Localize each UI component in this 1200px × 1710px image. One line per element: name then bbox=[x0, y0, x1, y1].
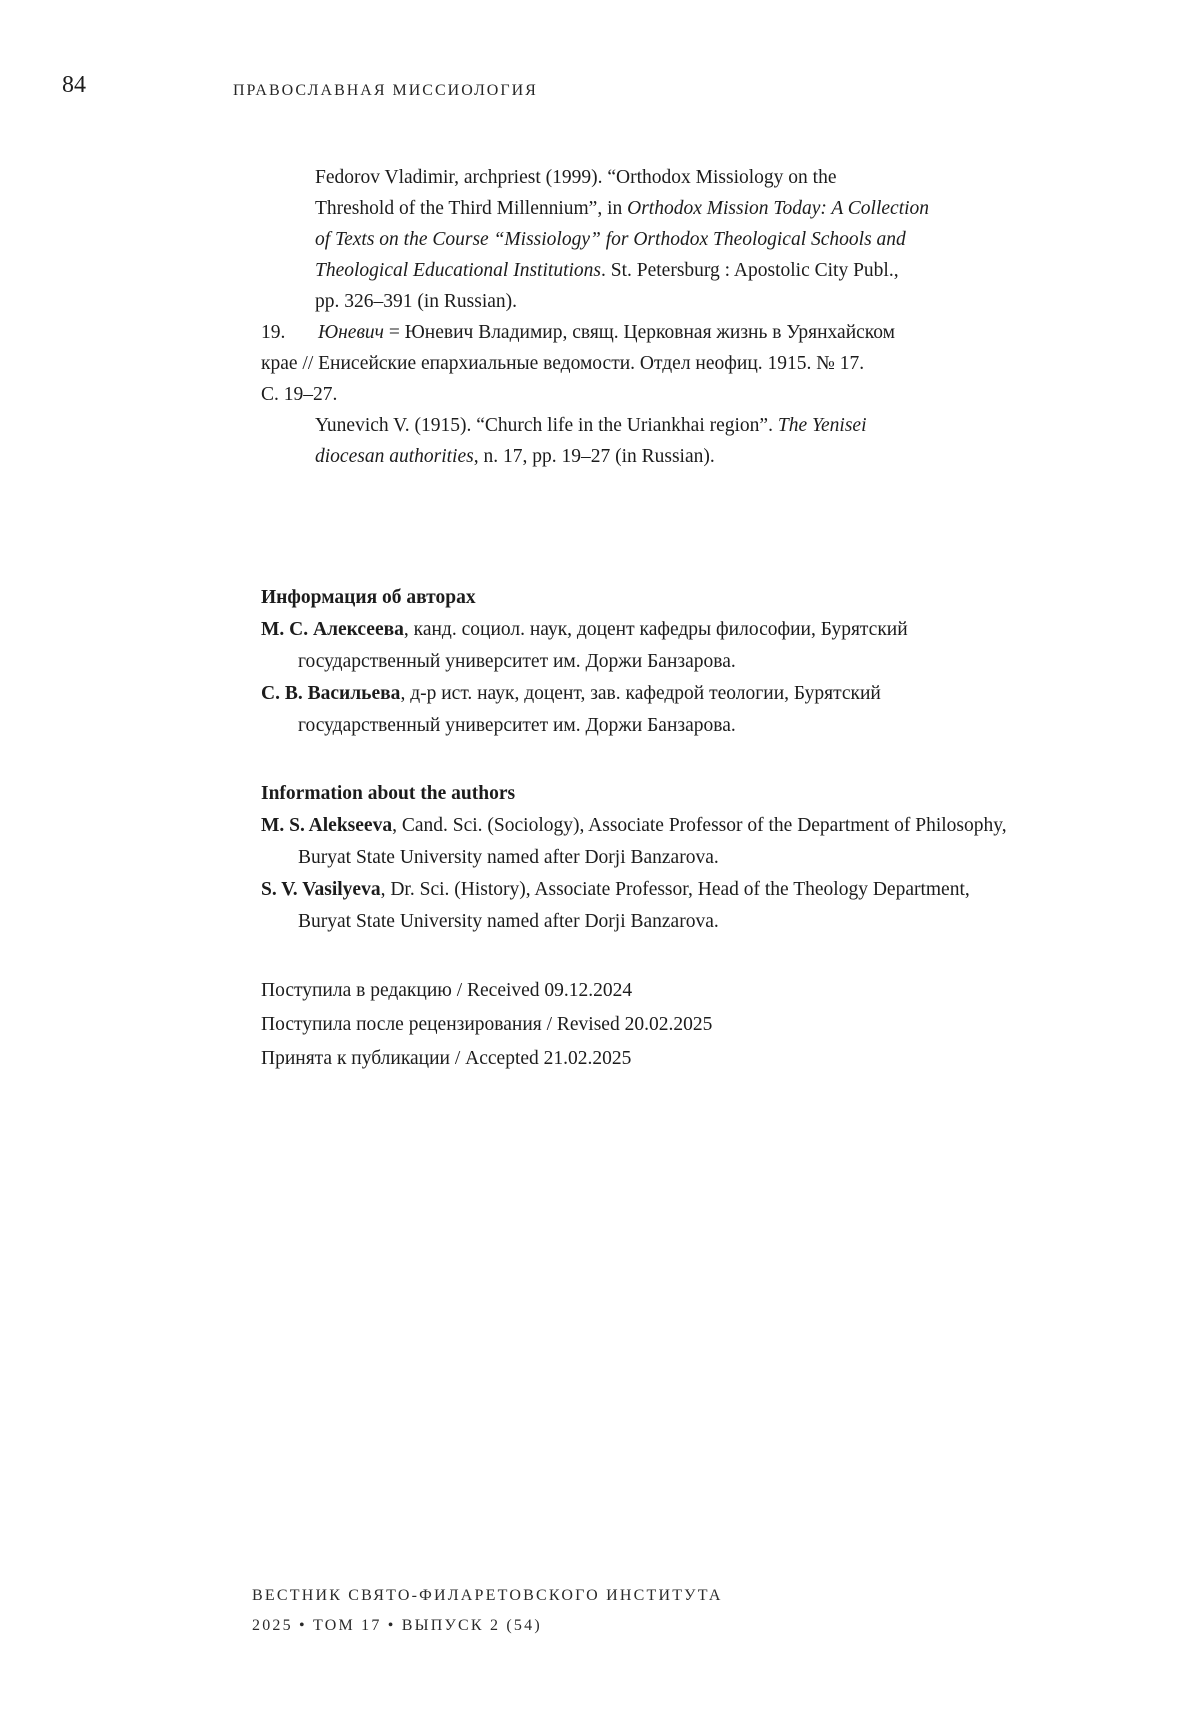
text-segment: , n. 17, pp. 19–27 (in Russian). bbox=[473, 446, 715, 467]
author-name: M. S. Alekseeva bbox=[261, 815, 393, 836]
text-segment: of Texts on the Course “Missiology” for Orthodox Theological Schools and bbox=[315, 229, 906, 250]
reference-item-line bbox=[261, 348, 1021, 379]
running-head-title: ПРАВОСЛАВНАЯ МИССИОЛОГИЯ bbox=[233, 82, 538, 99]
author-credentials: , Cand. Sci. (Sociology), Associate Professor of the Department of Philosophy, bbox=[392, 815, 1007, 836]
author-credentials: , Dr. Sci. (History), Associate Professor, Head of the Theology Department, bbox=[380, 879, 970, 900]
text-segment: Theological Educational Institutions bbox=[315, 260, 601, 281]
author-affiliation: Buryat State University named after Dorji Banzarova. bbox=[298, 911, 719, 932]
text-segment: Yunevich V. (1915). “Church life in the Uriankhai region”. bbox=[315, 415, 778, 436]
section-heading-en: Information about the authors bbox=[261, 783, 516, 804]
author-affiliation: государственный университет им. Доржи Банзарова. bbox=[298, 715, 736, 736]
text-segment: С. 19–27. bbox=[261, 384, 338, 405]
author-name: S. V. Vasilyeva bbox=[261, 879, 381, 900]
author-affiliation: Buryat State University named after Dorji Banzarova. bbox=[298, 847, 719, 868]
author-name: С. В. Васильева bbox=[261, 683, 401, 704]
text-segment: Threshold of the Third Millennium”, in bbox=[315, 198, 628, 219]
text-segment: = Юневич Владимир, свящ. Церковная жизнь в Урянхайском bbox=[383, 322, 896, 343]
journal-issue-line: 2025 • ТОМ 17 • ВЫПУСК 2 (54) bbox=[252, 1617, 542, 1634]
journal-footer bbox=[252, 1581, 723, 1641]
page-number: 84 bbox=[62, 72, 86, 98]
revised-date-line: Поступила после рецензирования / Revised 20.02.2025 bbox=[261, 1014, 713, 1035]
author-credentials: , канд. социол. наук, доцент кафедры философии, Бурятский bbox=[403, 619, 908, 640]
reference-item-line bbox=[261, 379, 1021, 410]
text-segment: The Yenisei bbox=[777, 415, 867, 436]
section-heading-ru: Информация об авторах bbox=[261, 587, 476, 608]
author-affiliation: государственный университет им. Доржи Банзарова. bbox=[298, 651, 736, 672]
journal-title-line: ВЕСТНИК СВЯТО-ФИЛАРЕТОВСКОГО ИНСТИТУТА bbox=[252, 1587, 723, 1604]
author-entry-line bbox=[261, 678, 1021, 710]
author-name: М. С. Алексеева bbox=[261, 619, 404, 640]
author-entry-line bbox=[261, 810, 1021, 842]
author-credentials: , д-р ист. наук, доцент, зав. кафедрой теологии, Бурятский bbox=[400, 683, 881, 704]
reference-translation-line bbox=[261, 162, 1021, 193]
author-entry-line bbox=[261, 614, 1021, 646]
reference-number: 19. bbox=[261, 322, 286, 343]
accepted-date-line: Принята к публикации / Accepted 21.02.2025 bbox=[261, 1048, 632, 1069]
references-block bbox=[261, 162, 1021, 472]
text-segment: Fedorov Vladimir, archpriest (1999). “Orthodox Missiology on the bbox=[315, 167, 837, 188]
text-segment: pp. 326–391 (in Russian). bbox=[315, 291, 518, 312]
reference-translation-line bbox=[261, 441, 1021, 472]
authors-info-en-section bbox=[261, 778, 1021, 938]
text-segment: diocesan authorities bbox=[315, 446, 474, 467]
reference-translation-line bbox=[261, 286, 1021, 317]
reference-item-line bbox=[261, 317, 1021, 348]
text-segment: . St. Petersburg : Apostolic City Publ., bbox=[601, 260, 899, 281]
submission-dates-block bbox=[261, 974, 712, 1076]
authors-info-ru-section bbox=[261, 582, 1021, 742]
reference-translation-line bbox=[261, 410, 1021, 441]
reference-translation-line bbox=[261, 193, 1021, 224]
received-date-line: Поступила в редакцию / Received 09.12.2024 bbox=[261, 980, 633, 1001]
reference-translation-line bbox=[261, 255, 1021, 286]
text-segment: крае // Енисейские епархиальные ведомости. Отдел неофиц. 1915. № 17. bbox=[261, 353, 865, 374]
text-segment: Юневич bbox=[318, 322, 384, 343]
text-segment: Orthodox Mission Today: A Collection bbox=[627, 198, 930, 219]
reference-text bbox=[318, 322, 895, 343]
reference-translation-line bbox=[261, 224, 1021, 255]
author-entry-line bbox=[261, 874, 1021, 906]
